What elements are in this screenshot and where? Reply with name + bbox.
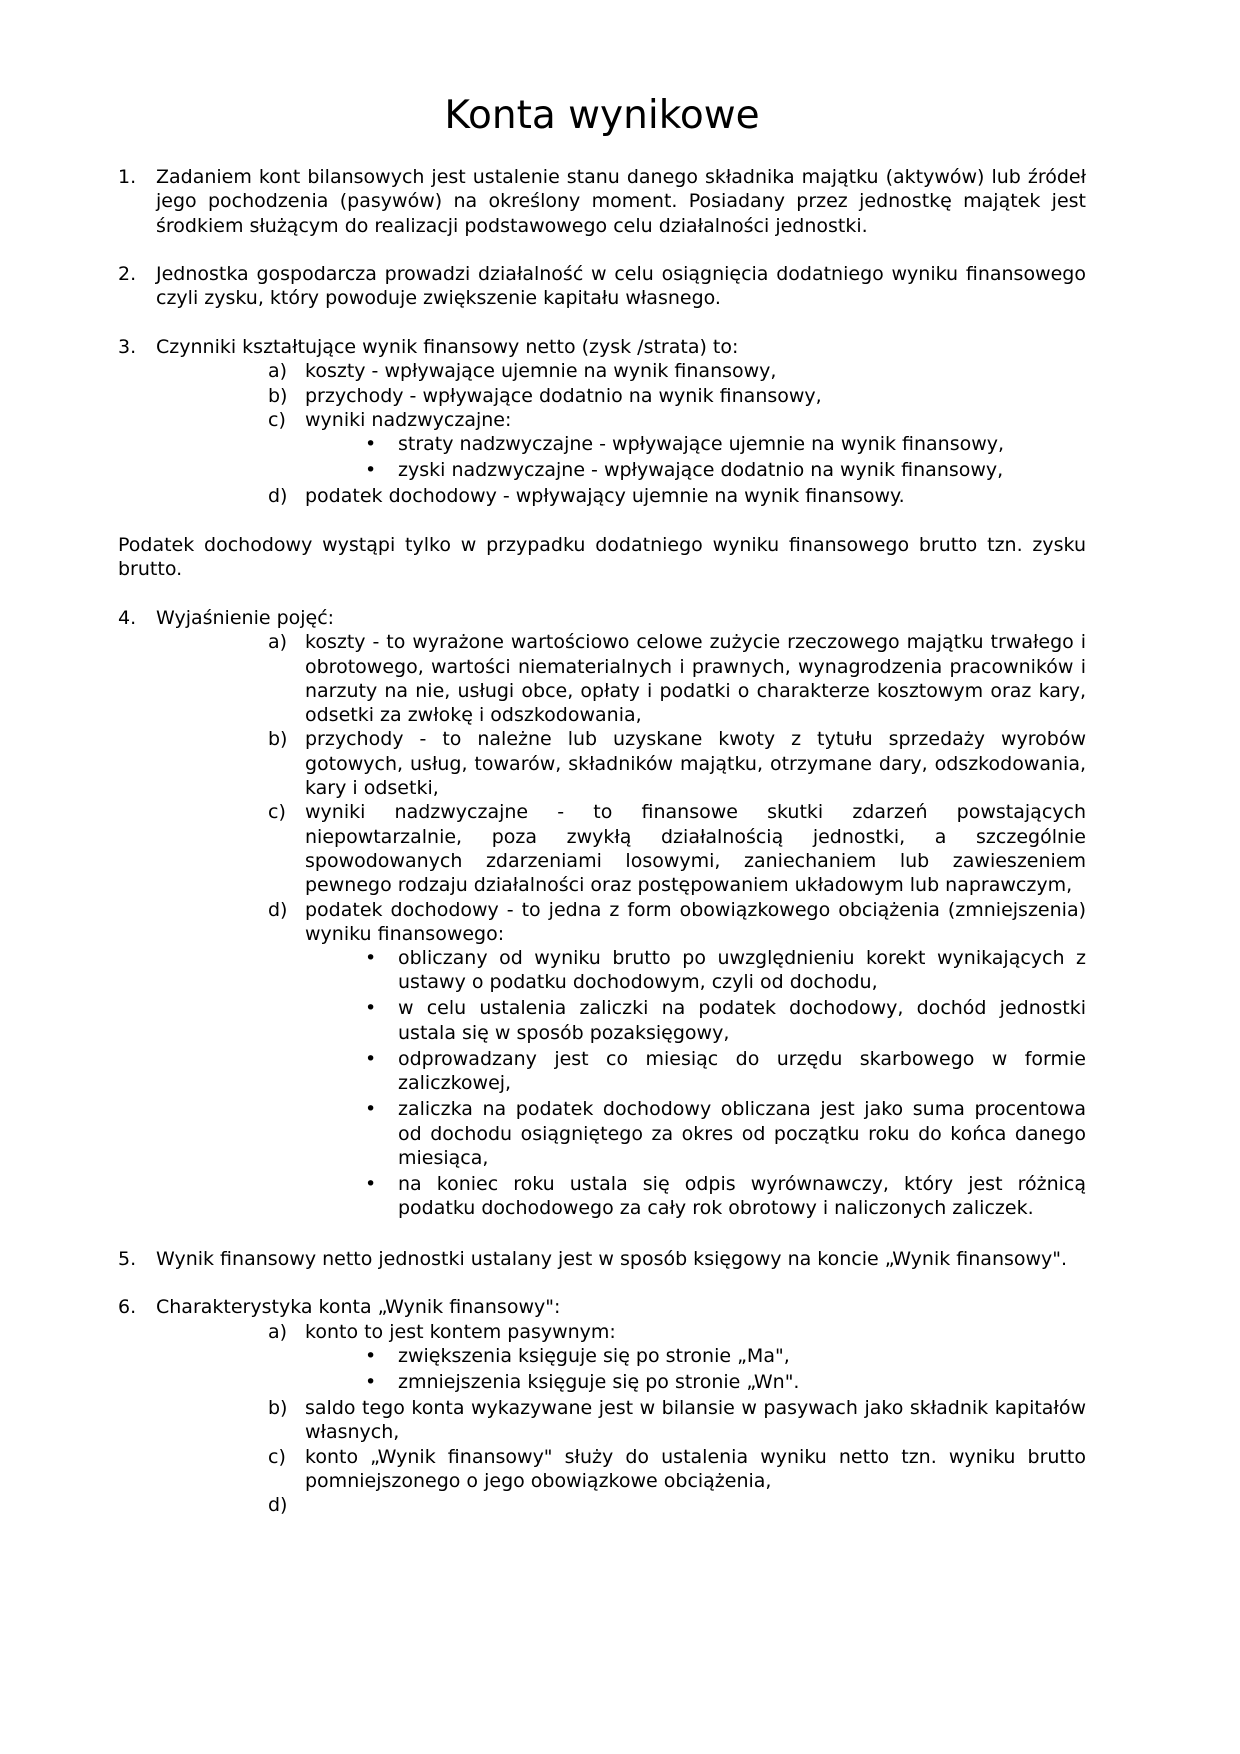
bullet-item <box>361 1370 1086 1394</box>
item-text: Zadaniem kont bilansowych jest ustalenie stanu danego składnika majątku (aktywów) lub źródeł jego pochodzenia (pasywów) na określony moment. Posiadany przez jednostkę majątek jest środkiem służącym do realizacji podstawowego celu działalności jednostki. <box>156 166 1086 237</box>
sub-item-6b <box>268 1396 1086 1445</box>
numbered-item-1 <box>118 165 1086 238</box>
bullet-text: obliczany od wyniku brutto po uwzględnieniu korekt wynikających z ustawy o podatku dochodowym, czyli od dochodu, <box>398 947 1086 994</box>
sub-item-letter: d) <box>268 898 288 921</box>
page-title: Konta wynikowe <box>444 93 760 138</box>
item-number: 4. <box>118 606 137 629</box>
sub-item-text: podatek dochodowy - wpływający ujemnie na wynik finansowy. <box>305 485 905 508</box>
sub-item-6c <box>268 1445 1086 1494</box>
bullet-item <box>361 946 1086 995</box>
bullet-text: zmniejszenia księguje się po stronie „Wn". <box>398 1370 800 1393</box>
sub-item-letter: a) <box>268 631 288 654</box>
sub-item-text: koszty - wpływające ujemnie na wynik finansowy, <box>305 360 777 383</box>
item-text: Wynik finansowy netto jednostki ustalany jest w sposób księgowy na koncie „Wynik finansowy". <box>156 1247 1068 1270</box>
bullet-text: straty nadzwyczajne - wpływające ujemnie na wynik finansowy, <box>398 433 1005 456</box>
sub-item-4d <box>268 898 1086 947</box>
sub-item-text: przychody - wpływające dodatnio na wynik finansowy, <box>305 384 822 407</box>
numbered-item-6 <box>118 1295 1086 1319</box>
sub-item-4b <box>268 727 1086 800</box>
bullet-item <box>361 432 1086 456</box>
item-text: Czynniki kształtujące wynik finansowy netto (zysk /strata) to: <box>156 336 739 359</box>
numbered-item-3 <box>118 335 1086 359</box>
sub-item-letter: c) <box>268 408 286 431</box>
item-text: Charakterystyka konta „Wynik finansowy": <box>156 1296 561 1319</box>
sub-item-text: wyniki nadzwyczajne: <box>305 408 512 431</box>
bullet-item <box>361 1047 1086 1096</box>
sub-item-6a <box>268 1320 1086 1344</box>
sub-item-letter: a) <box>268 1320 288 1343</box>
sub-item-text: koszty - to wyrażone wartościowo celowe zużycie rzeczowego majątku trwałego i obrotowego, wartości niematerialnych i prawnych, wynagrodzenia pracowników i narzuty na nie, usługi obce, opłaty i podatki o charakterze kosztowym oraz kary, odsetki za zwłokę i odszkodowania, <box>305 631 1086 727</box>
bullet-item <box>361 1172 1086 1221</box>
sub-item-text: przychody - to należne lub uzyskane kwoty z tytułu sprzedaży wyrobów gotowych, usług, towarów, składników majątku, otrzymane dary, odszkodowania, kary i odsetki, <box>305 728 1086 800</box>
bullet-text: zyski nadzwyczajne - wpływające dodatnio na wynik finansowy, <box>398 459 1004 482</box>
bullet-text: odprowadzany jest co miesiąc do urzędu skarbowego w formie zaliczkowej, <box>398 1047 1086 1095</box>
bullet-text: zwiększenia księguje się po stronie „Ma", <box>398 1344 790 1367</box>
numbered-item-5 <box>118 1247 1086 1271</box>
bullet-icon: • <box>365 433 377 456</box>
sub-item-letter: b) <box>268 728 288 751</box>
item-text: Jednostka gospodarcza prowadzi działalność w celu osiągnięcia dodatniego wyniku finansowego czyli zysku, który powoduje zwiększenie kapitału własnego. <box>156 263 1086 310</box>
sub-item-text <box>305 1494 311 1516</box>
bullet-text: zaliczka na podatek dochodowy obliczana jest jako suma procentowa od dochodu osiągniętego za okres od początku roku do końca danego miesiąca, <box>398 1098 1086 1169</box>
bullet-icon: • <box>365 1344 377 1367</box>
sub-item-letter: b) <box>268 384 288 407</box>
sub-item-letter: b) <box>268 1397 288 1420</box>
sub-item-3b <box>268 384 1086 408</box>
sub-item-text: saldo tego konta wykazywane jest w bilansie w pasywach jako składnik kapitałów własnych, <box>305 1397 1086 1444</box>
bullet-icon: • <box>365 459 377 482</box>
bullet-text: w celu ustalenia zaliczki na podatek dochodowy, dochód jednostki ustala się w sposób pozaksięgowy, <box>398 997 1086 1044</box>
sub-item-letter: c) <box>268 801 286 824</box>
sub-item-text: konto „Wynik finansowy" służy do ustalenia wyniku netto tzn. wyniku brutto pomniejszonego o jego obowiązkowe obciążenia, <box>305 1445 1086 1492</box>
numbered-item-4 <box>118 606 1086 630</box>
sub-item-3c <box>268 408 1086 432</box>
sub-item-4a <box>268 630 1086 727</box>
bullet-icon: • <box>365 1047 377 1070</box>
sub-item-letter: d) <box>268 1494 288 1517</box>
item-number: 5. <box>118 1247 137 1270</box>
document-body <box>118 165 1086 1518</box>
sub-item-text: konto to jest kontem pasywnym: <box>305 1320 616 1343</box>
sub-item-text: wyniki nadzwyczajne - to finansowe skutki zdarzeń powstających niepowtarzalnie, poza zwykłą działalnością jednostki, a szczególnie spowodowanych zdarzeniami losowymi, zaniechaniem lub zawieszeniem pewnego rodzaju działalności oraz postępowaniem układowym lub naprawczym, <box>305 801 1086 897</box>
bullet-text: na koniec roku ustala się odpis wyrównawczy, który jest różnicą podatku dochodowego za cały rok obrotowy i naliczonych zaliczek. <box>398 1172 1086 1220</box>
bullet-icon: • <box>365 1098 377 1121</box>
sub-item-3a <box>268 359 1086 383</box>
bullet-item <box>361 458 1086 482</box>
bullet-icon: • <box>365 947 377 970</box>
sub-item-3d <box>268 484 1086 508</box>
sub-item-4c <box>268 800 1086 897</box>
bullet-list-4d <box>118 946 1086 1220</box>
bullet-list-3c <box>118 432 1086 482</box>
item-number: 3. <box>118 336 137 359</box>
sub-item-6d <box>268 1493 1086 1517</box>
bullet-item <box>361 1344 1086 1368</box>
item-number: 2. <box>118 263 137 286</box>
sub-item-text: podatek dochodowy - to jedna z form obowiązkowego obciążenia (zmniejszenia) wyniku finansowego: <box>305 898 1086 945</box>
sub-item-letter: a) <box>268 360 288 383</box>
bullet-item <box>361 996 1086 1045</box>
numbered-item-2 <box>118 262 1086 311</box>
note-paragraph: Podatek dochodowy wystąpi tylko w przypadku dodatniego wyniku finansowego brutto tzn. zysku brutto. <box>118 534 1086 581</box>
sub-item-letter: d) <box>268 485 288 508</box>
sub-item-letter: c) <box>268 1445 286 1468</box>
bullet-item <box>361 1097 1086 1170</box>
item-number: 1. <box>118 166 137 188</box>
bullet-icon: • <box>365 1172 377 1195</box>
item-number: 6. <box>118 1296 137 1319</box>
bullet-list-6a <box>118 1344 1086 1394</box>
bullet-icon: • <box>365 1370 377 1393</box>
bullet-icon: • <box>365 997 377 1020</box>
item-text: Wyjaśnienie pojęć: <box>156 606 335 629</box>
